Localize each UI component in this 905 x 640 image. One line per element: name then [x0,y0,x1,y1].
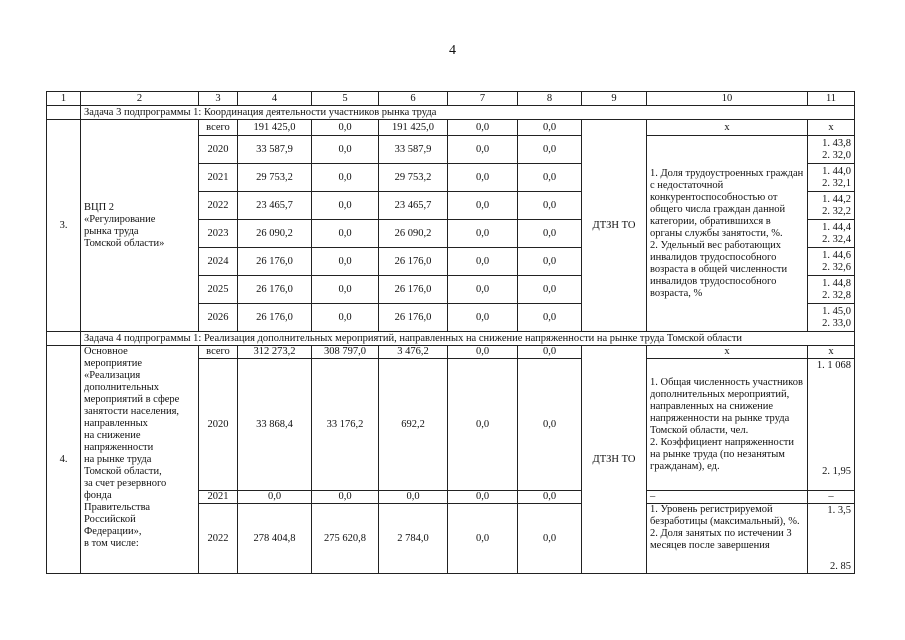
year-cell: 2022 [199,192,238,220]
task-title: Задача 4 подпрограммы 1: Реализация дополнительных мероприятий, направленных на снижение напряженности на рынке труда Томской области [81,332,855,346]
value-cell: 26 176,0 [238,248,312,276]
value-cell: 26 090,2 [238,220,312,248]
task-title: Задача 3 подпрограммы 1: Координация деятельности участников рынка труда [81,106,855,120]
value-cell: 0,0 [448,346,518,359]
value-cell: 29 753,2 [379,164,448,192]
year-cell: 2025 [199,276,238,304]
program-name: Основное мероприятие «Реализация дополнительных мероприятий в сфере занятости населения, направленных на снижение напряженности на рынке труда Томской области, за счет резервного фонда Правительства Российской Федерации», в том числе: [81,346,199,574]
program-table [46,91,855,574]
value-cell: 0,0 [448,120,518,136]
value-cell: 0,0 [312,192,379,220]
task-row [47,106,855,120]
value-cell: 26 090,2 [379,220,448,248]
value-cell: 308 797,0 [312,346,379,359]
value-cell: 0,0 [448,504,518,574]
value-cell: 0,0 [518,504,582,574]
year-cell: всего [199,346,238,359]
value-cell: 33 587,9 [379,136,448,164]
value-cell: 0,0 [448,304,518,332]
value-cell: 0,0 [312,120,379,136]
header-cell: 9 [582,92,647,106]
value-cell: 0,0 [518,304,582,332]
indicator-cell: 1. Общая численность участников дополнительных мероприятий, направленных на снижение напряженности на рынке труда Томской области, чел. 2. Коэффициент напряженности на рынке труда (по незанятым гражданам), ед. [647,359,808,491]
value-cell: 0,0 [238,491,312,504]
value-cell: 0,0 [448,359,518,491]
target-value: 2. 1,95 [822,466,851,477]
value-cell: 0,0 [312,276,379,304]
value-cell: 0,0 [448,276,518,304]
target-cell: 1. 44,6 2. 32,6 [808,248,855,276]
value-cell: 33 868,4 [238,359,312,491]
value-cell: 2 784,0 [379,504,448,574]
value-cell: 0,0 [448,164,518,192]
target-value: 2. 85 [830,561,851,572]
value-cell: 0,0 [312,491,379,504]
header-cell: 4 [238,92,312,106]
header-cell: 2 [81,92,199,106]
header-cell: 7 [448,92,518,106]
value-cell: 0,0 [448,136,518,164]
value-cell: 191 425,0 [238,120,312,136]
value-cell: 23 465,7 [379,192,448,220]
year-cell: 2023 [199,220,238,248]
header-cell: 6 [379,92,448,106]
value-cell: 33 176,2 [312,359,379,491]
value-cell: 0,0 [518,346,582,359]
value-cell: 26 176,0 [379,248,448,276]
value-cell: 0,0 [518,276,582,304]
value-cell: 0,0 [518,359,582,491]
value-cell: 0,0 [312,164,379,192]
task-row [47,332,855,346]
program-name: ВЦП 2 «Регулирование рынка труда Томской области» [81,120,199,332]
value-cell: 0,0 [312,248,379,276]
year-cell: 2026 [199,304,238,332]
value-cell: 0,0 [379,491,448,504]
target-value: 1. 3,5 [827,505,851,516]
value-cell: 0,0 [518,220,582,248]
table-row [47,120,855,136]
row-number: 4. [47,346,81,574]
value-cell: 0,0 [312,136,379,164]
value-cell: 0,0 [518,248,582,276]
value-cell: 278 404,8 [238,504,312,574]
target-cell [808,359,855,491]
indicator-cell: 1. Уровень регистрируемой безработицы (максимальный), %. 2. Доля занятых по истечении 3 месяцев после завершения [647,504,808,574]
year-cell: 2020 [199,359,238,491]
year-cell: всего [199,120,238,136]
value-cell: 0,0 [518,136,582,164]
value-cell: 191 425,0 [379,120,448,136]
target-cell: 1. 44,0 2. 32,1 [808,164,855,192]
value-cell: 0,0 [312,304,379,332]
target-cell [808,504,855,574]
value-cell: 312 273,2 [238,346,312,359]
header-cell: 11 [808,92,855,106]
value-cell: 26 176,0 [238,304,312,332]
value-cell: 0,0 [312,220,379,248]
row-number: 3. [47,120,81,332]
target-cell: 1. 44,4 2. 32,4 [808,220,855,248]
value-cell: 692,2 [379,359,448,491]
value-cell: 3 476,2 [379,346,448,359]
value-cell: 0,0 [518,491,582,504]
target-cell: – [808,491,855,504]
executor-cell: ДТЗН ТО [582,346,647,574]
target-value: 1. 1 068 [816,360,851,371]
year-cell: 2021 [199,164,238,192]
value-cell: 0,0 [448,192,518,220]
executor-cell: ДТЗН ТО [582,120,647,332]
header-cell: 8 [518,92,582,106]
value-cell: 0,0 [518,164,582,192]
target-cell: х [808,120,855,136]
indicator-cell: 1. Доля трудоустроенных граждан с недостаточной конкурентоспособностью от общего числа граждан данной категории, обратившихся в органы службы занятости, %. 2. Удельный вес работающих инвалидов трудоспособного возраста в общей численности инвалидов трудоспособного возраста, % [647,136,808,332]
value-cell: 0,0 [448,491,518,504]
year-cell: 2022 [199,504,238,574]
year-cell: 2020 [199,136,238,164]
header-cell: 5 [312,92,379,106]
header-cell: 10 [647,92,808,106]
value-cell: 0,0 [448,248,518,276]
target-cell: 1. 44,8 2. 32,8 [808,276,855,304]
year-cell: 2024 [199,248,238,276]
table-row [47,346,855,359]
value-cell: 26 176,0 [238,276,312,304]
value-cell: 0,0 [448,220,518,248]
value-cell: 26 176,0 [379,304,448,332]
indicator-cell: – [647,491,808,504]
page-number: 4 [449,43,456,58]
target-cell: 1. 44,2 2. 32,2 [808,192,855,220]
value-cell: 29 753,2 [238,164,312,192]
header-cell: 1 [47,92,81,106]
value-cell: 0,0 [518,192,582,220]
header-cell: 3 [199,92,238,106]
value-cell: 26 176,0 [379,276,448,304]
indicator-cell: х [647,120,808,136]
value-cell: 33 587,9 [238,136,312,164]
target-cell: 1. 43,8 2. 32,0 [808,136,855,164]
target-cell: 1. 45,0 2. 33,0 [808,304,855,332]
indicator-cell: х [647,346,808,359]
value-cell: 0,0 [518,120,582,136]
value-cell: 275 620,8 [312,504,379,574]
header-row [47,92,855,106]
value-cell: 23 465,7 [238,192,312,220]
target-cell: х [808,346,855,359]
year-cell: 2021 [199,491,238,504]
